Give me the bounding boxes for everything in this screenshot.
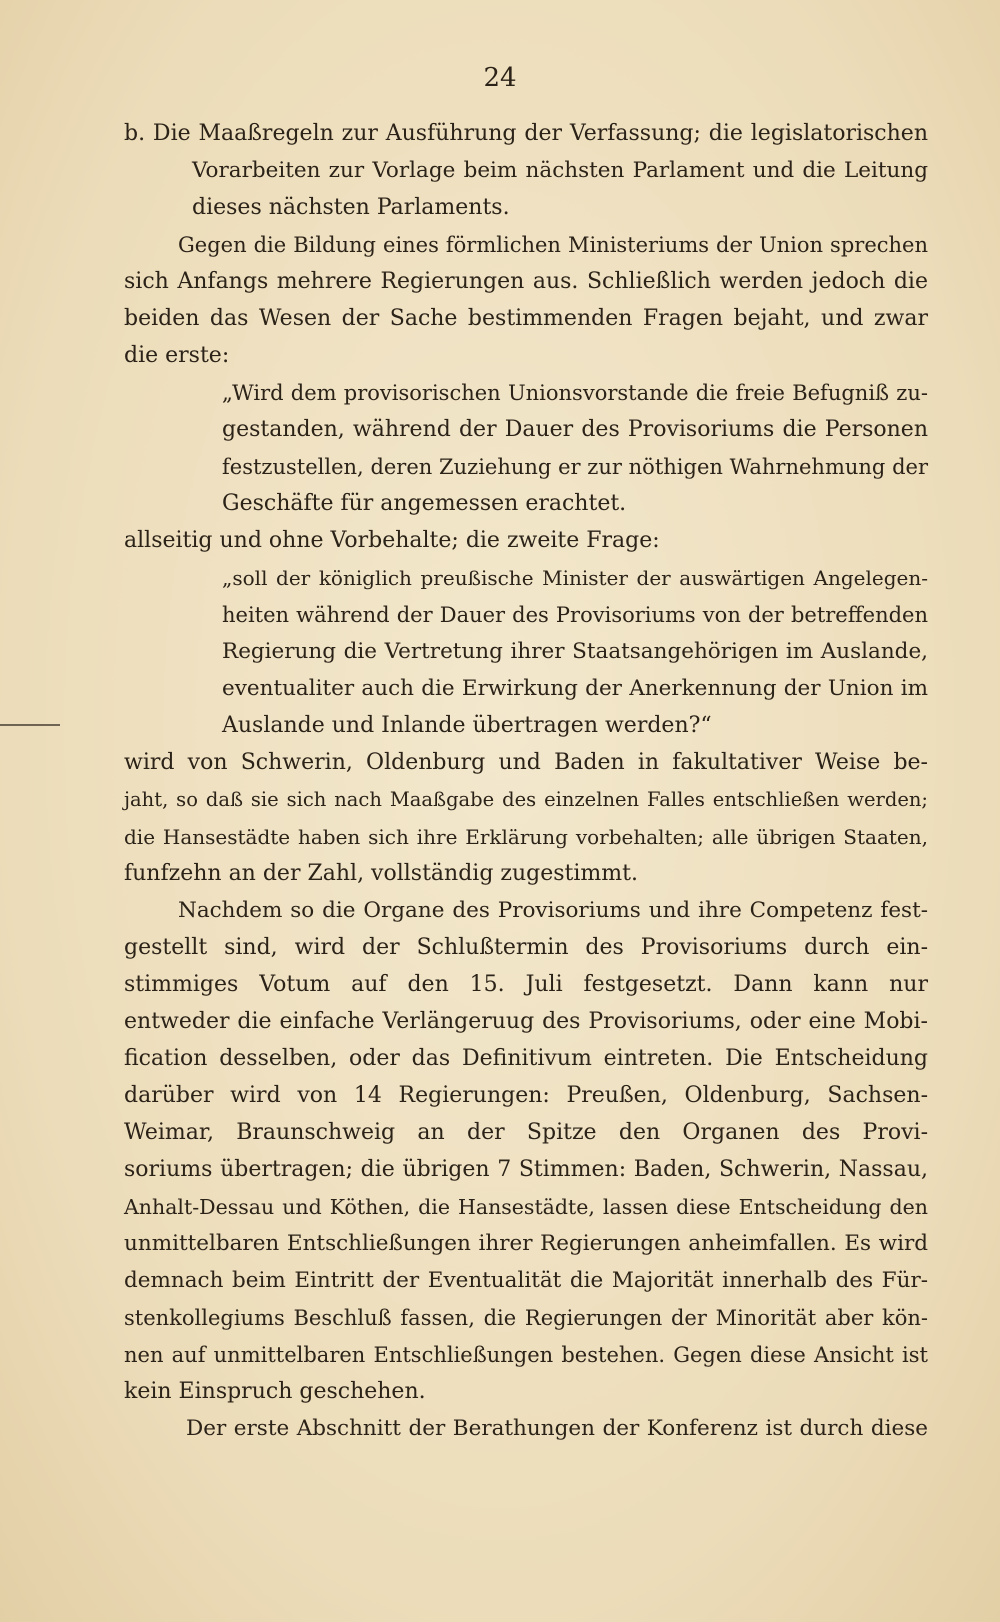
quote-line: „soll der königlich preußische Minister der auswärtigen Angelegen- xyxy=(222,566,928,590)
quote-line: Auslande und Inlande übertragen werden?“ xyxy=(222,713,712,738)
text-line: demnach beim Eintritt der Eventualität die Majorität innerhalb des Für- xyxy=(124,1268,928,1293)
quote-line: „Wird dem provisorischen Unionsvorstande die freie Befugniß zu- xyxy=(222,381,928,405)
text-line: darüber wird von 14 Regierungen: Preußen, Oldenburg, Sachsen- xyxy=(124,1083,928,1108)
text-line: sich Anfangs mehrere Regierungen aus. Schließlich werden jedoch die xyxy=(124,269,928,294)
text-line: jaht, so daß sie sich nach Maaßgabe des einzelnen Falles entschließen werden; xyxy=(124,788,928,811)
quote-line: festzustellen, deren Zuziehung er zur nöthigen Wahrnehmung der xyxy=(222,455,928,479)
quote-line: eventualiter auch die Erwirkung der Anerkennung der Union im xyxy=(222,676,928,701)
text-line: Der erste Abschnitt der Berathungen der Konferenz ist durch diese xyxy=(186,1416,928,1441)
text-line: allseitig und ohne Vorbehalte; die zweite Frage: xyxy=(124,528,660,553)
text-line: Nachdem so die Organe des Provisoriums und ihre Competenz fest- xyxy=(178,898,928,923)
text-line: stimmiges Votum auf den 15. Juli festgesetzt. Dann kann nur xyxy=(124,972,928,997)
text-line: Anhalt-Dessau und Köthen, die Hansestädte, lassen diese Entscheidung den xyxy=(124,1195,928,1219)
text-line: funfzehn an der Zahl, vollständig zugestimmt. xyxy=(124,861,638,886)
margin-mark xyxy=(0,724,60,726)
quote-line: Regierung die Vertretung ihrer Staatsangehörigen im Auslande, xyxy=(222,639,928,664)
text-line: unmittelbaren Entschließungen ihrer Regierungen anheimfallen. Es wird xyxy=(124,1231,928,1256)
text-line: kein Einspruch geschehen. xyxy=(124,1379,426,1404)
text-line: b. Die Maaßregeln zur Ausführung der Verfassung; die legislatorischen xyxy=(124,121,928,146)
quote-line: heiten während der Dauer des Provisoriums von der betreffenden xyxy=(222,603,928,627)
text-line: gestellt sind, wird der Schlußtermin des Provisoriums durch ein- xyxy=(124,935,928,960)
quote-line: gestanden, während der Dauer des Provisoriums die Personen xyxy=(222,417,928,442)
text-line: wird von Schwerin, Oldenburg und Baden in fakultativer Weise be- xyxy=(124,750,928,775)
text-line: die Hansestädte haben sich ihre Erklärung vorbehalten; alle übrigen Staaten, xyxy=(124,825,928,849)
text-line: stenkollegiums Beschluß fassen, die Regierungen der Minorität aber kön- xyxy=(124,1306,928,1330)
text-line: entweder die einfache Verlängeruug des Provisoriums, oder eine Mobi- xyxy=(124,1009,928,1034)
text-line: nen auf unmittelbaren Entschließungen bestehen. Gegen diese Ansicht ist xyxy=(124,1343,928,1367)
quote-line: Geschäfte für angemessen erachtet. xyxy=(222,491,627,516)
text-line: die erste: xyxy=(124,343,230,368)
page-number: 24 xyxy=(483,63,517,93)
text-line: Vorarbeiten zur Vorlage beim nächsten Parlament und die Leitung xyxy=(192,158,928,183)
text-line: Gegen die Bildung eines förmlichen Ministeriums der Union sprechen xyxy=(178,233,928,257)
text-line: fication desselben, oder das Definitivum eintreten. Die Entscheidung xyxy=(124,1046,928,1071)
text-line: Weimar, Braunschweig an der Spitze den Organen des Provi- xyxy=(124,1120,928,1145)
text-line: soriums übertragen; die übrigen 7 Stimmen: Baden, Schwerin, Nassau, xyxy=(124,1157,928,1182)
text-line: beiden das Wesen der Sache bestimmenden Fragen bejaht, und zwar xyxy=(124,306,928,331)
text-line: dieses nächsten Parlaments. xyxy=(192,195,510,220)
